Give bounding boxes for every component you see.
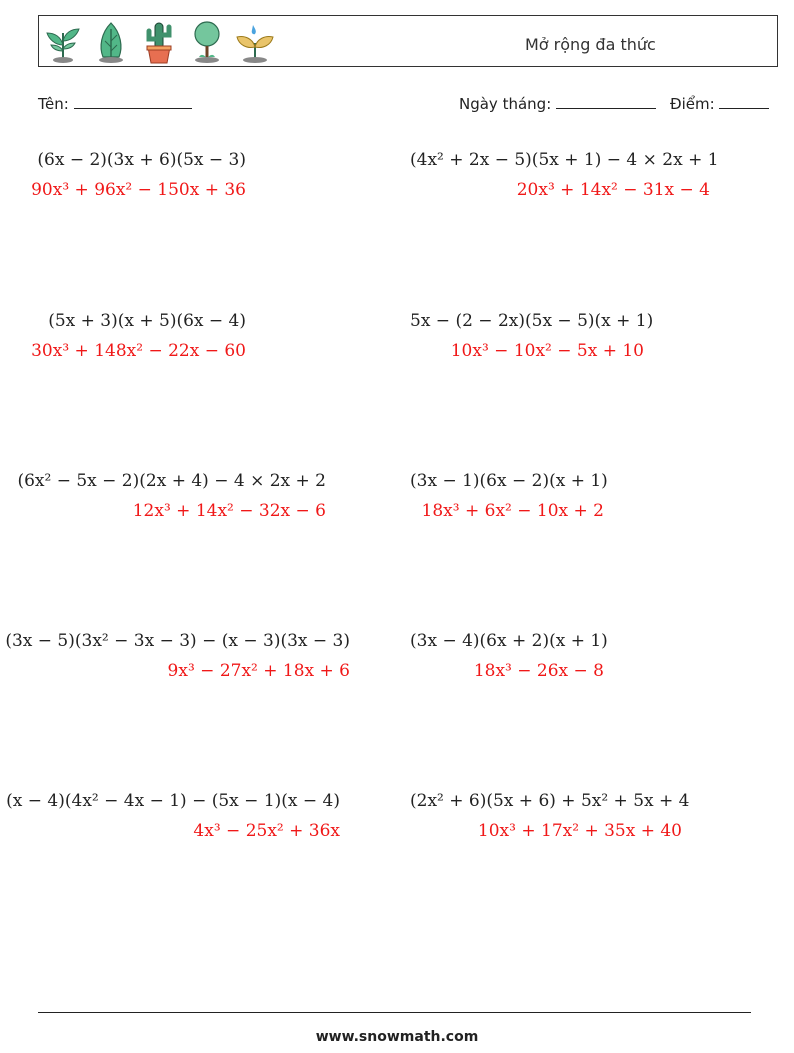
date-label: Ngày tháng:: [459, 95, 552, 113]
answer-7: 9x³ − 27x² + 18x + 6: [167, 661, 350, 681]
exercise-3: (5x + 3)(x + 5)(6x − 4): [48, 311, 246, 331]
exercise-8: (3x − 4)(6x + 2)(x + 1): [410, 631, 608, 651]
name-label: Tên:: [38, 95, 69, 113]
problem-9: [0, 790, 340, 842]
exercise-9: (x − 4)(4x² − 4x − 1) − (5x − 1)(x − 4): [6, 791, 340, 811]
answer-10: 10x³ + 17x² + 35x + 40: [477, 821, 682, 841]
problem-6: [410, 470, 608, 522]
score-blank[interactable]: [719, 94, 769, 109]
name-blank[interactable]: [74, 94, 192, 109]
problem-4: [410, 310, 654, 362]
score-field: [670, 94, 769, 113]
leaf-tree-icon: [89, 19, 133, 65]
date-field: [459, 94, 656, 113]
footer-divider: [38, 1012, 751, 1013]
problem-10: [410, 790, 690, 842]
answer-5: 12x³ + 14x² − 32x − 6: [132, 501, 326, 521]
worksheet-header: [38, 15, 778, 67]
exercise-7: (3x − 5)(3x² − 3x − 3) − (x − 3)(3x − 3): [5, 631, 350, 651]
footer-site[interactable]: www.snowmath.com: [315, 1029, 479, 1045]
round-tree-icon: [185, 19, 229, 65]
name-field: [38, 94, 192, 113]
answer-6: 18x³ + 6x² − 10x + 2: [421, 501, 604, 521]
date-blank[interactable]: [556, 94, 656, 109]
exercise-1: (6x − 2)(3x + 6)(5x − 3): [37, 150, 246, 170]
answer-2: 20x³ + 14x² − 31x − 4: [516, 180, 710, 200]
problem-1: [0, 149, 246, 201]
exercise-2: (4x² + 2x − 5)(5x + 1) − 4 × 2x + 1: [410, 150, 719, 170]
watered-sprout-icon: [233, 19, 277, 65]
answer-1: 90x³ + 96x² − 150x + 36: [31, 180, 246, 200]
problem-5: [0, 470, 326, 522]
answer-3: 30x³ + 148x² − 22x − 60: [31, 341, 246, 361]
seedling-icon: [41, 19, 85, 65]
answer-4: 10x³ − 10x² − 5x + 10: [450, 341, 644, 361]
problem-2: [410, 149, 719, 201]
problem-8: [410, 630, 608, 682]
exercise-6: (3x − 1)(6x − 2)(x + 1): [410, 471, 608, 491]
exercise-4: 5x − (2 − 2x)(5x − 5)(x + 1): [410, 311, 654, 331]
answer-9: 4x³ − 25x² + 36x: [193, 821, 340, 841]
problem-3: [0, 310, 246, 362]
exercise-5: (6x² − 5x − 2)(2x + 4) − 4 × 2x + 2: [17, 471, 326, 491]
answer-8: 18x³ − 26x − 8: [473, 661, 604, 681]
exercise-10: (2x² + 6)(5x + 6) + 5x² + 5x + 4: [410, 791, 690, 811]
cactus-icon: [137, 19, 181, 65]
problem-7: [0, 630, 350, 682]
score-label: Điểm:: [670, 95, 715, 113]
page-title: Mở rộng đa thức: [525, 35, 656, 54]
